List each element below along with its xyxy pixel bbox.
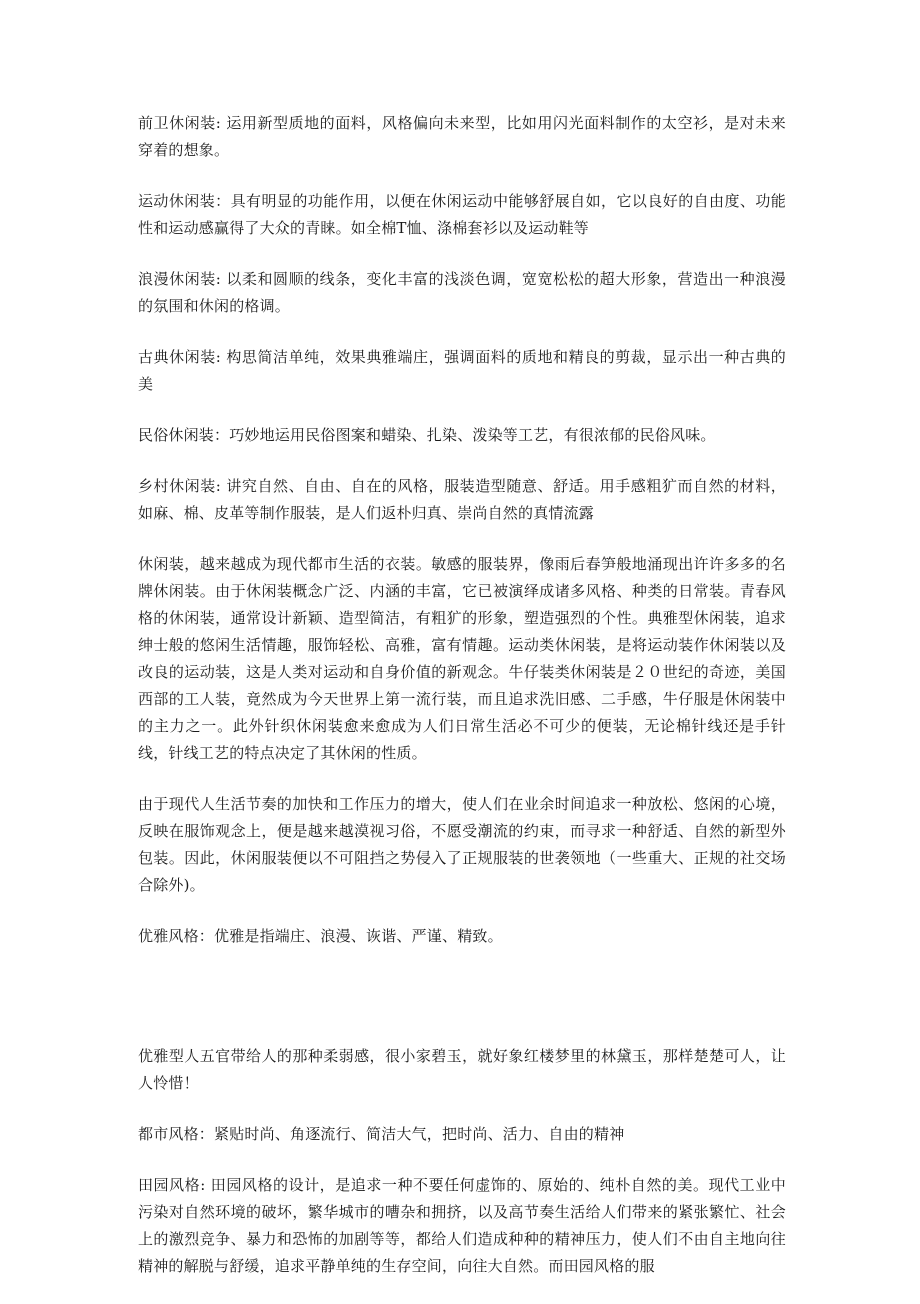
paragraph-modern-lifestyle: 由于现代人生活节奏的加快和工作压力的增大，使人们在业余时间追求一种放松、悠闲的心境，反映在服饰观念上，便是越来越漠视习俗，不愿受潮流的约束，而寻求一种舒适、自然的新型外包装。因此，休闲服装便以不可阻挡之势侵入了正规服装的世袭领地（一些重大、正规的社交场合除外)。 [138, 795, 786, 894]
blank-gap [138, 974, 786, 1043]
paragraph-avant-garde-casual: 前卫休闲装: 运用新型质地的面料，风格偏向未来型，比如用闪光面料制作的太空衫，是对未来穿着的想象。 [138, 114, 786, 159]
paragraph-elegant-features: 优雅型人五官带给人的那种柔弱感，很小家碧玉，就好象红楼梦里的林黛玉，那样楚楚可人，让人怜惜！ [138, 1047, 786, 1092]
paragraph-country-casual: 乡村休闲装: 讲究自然、自由、自在的风格，服装造型随意、舒适。用手感粗犷而自然的材料，如麻、棉、皮革等制作服装，是人们返朴归真、崇尚自然的真情流露 [138, 477, 786, 522]
paragraph-urban-style: 都市风格：紧贴时尚、角逐流行、简洁大气，把时尚、活力、自由的精神 [138, 1125, 625, 1143]
paragraph-casual-wear-overview: 休闲装，越来越成为现代都市生活的衣装。敏感的服装界，像雨后春笋般地涌现出许许多多的名牌休闲装。由于休闲装概念广泛、内涵的丰富，它已被演绎成诸多风格、种类的日常装。青春风格的休闲装，通常设计新颖、造型简洁，有粗犷的形象，塑造强烈的个性。典雅型休闲装，追求绅士般的悠闲生活情趣，服饰轻松、高雅，富有情趣。运动类休闲装，是将运动装作休闲装以及改良的运动装，这是人类对运动和自身价值的新观念。牛仔装类休闲装是２０世纪的奇迹，美国西部的工人装，竟然成为今天世界上第一流行装，而且追求洗旧感、二手感，牛仔服是休闲装中的主力之一。此外针织休闲装愈来愈成为人们日常生活必不可少的便装，无论棉针线还是手针线，针线工艺的特点决定了其休闲的性质。 [138, 555, 786, 762]
paragraph-romantic-casual: 浪漫休闲装: 以柔和圆顺的线条，变化丰富的浅淡色调，宽宽松松的超大形象，营造出一种浪漫的氛围和休闲的格调。 [138, 270, 786, 315]
paragraph-classic-casual: 古典休闲装: 构思简洁单纯，效果典雅端庄，强调面料的质地和精良的剪裁，显示出一种古典的美 [138, 348, 786, 393]
paragraph-elegant-style: 优雅风格：优雅是指端庄、浪漫、诙谐、严谨、精致。 [138, 927, 503, 945]
paragraph-folk-casual: 民俗休闲装：巧妙地运用民俗图案和蜡染、扎染、泼染等工艺，有很浓郁的民俗风味。 [138, 426, 716, 444]
paragraph-sport-casual: 运动休闲装：具有明显的功能作用，以便在休闲运动中能够舒展自如，它以良好的自由度、功能性和运动感赢得了大众的青睐。如全棉T恤、涤棉套衫以及运动鞋等 [138, 192, 786, 237]
document-body [138, 110, 786, 1304]
paragraph-pastoral-style: 田园风格: 田园风格的设计，是追求一种不要任何虚饰的、原始的、纯朴自然的美。现代工业中污染对自然环境的破坏，繁华城市的嘈杂和拥挤，以及高节奏生活给人们带来的紧张繁忙、社会上的激烈竞争、暴力和恐怖的加剧等等，都给人们造成种种的精神压力，使人们不由自主地向往精神的解脱与舒缓，追求平静单纯的生存空间，向往大自然。而田园风格的服 [138, 1176, 786, 1275]
